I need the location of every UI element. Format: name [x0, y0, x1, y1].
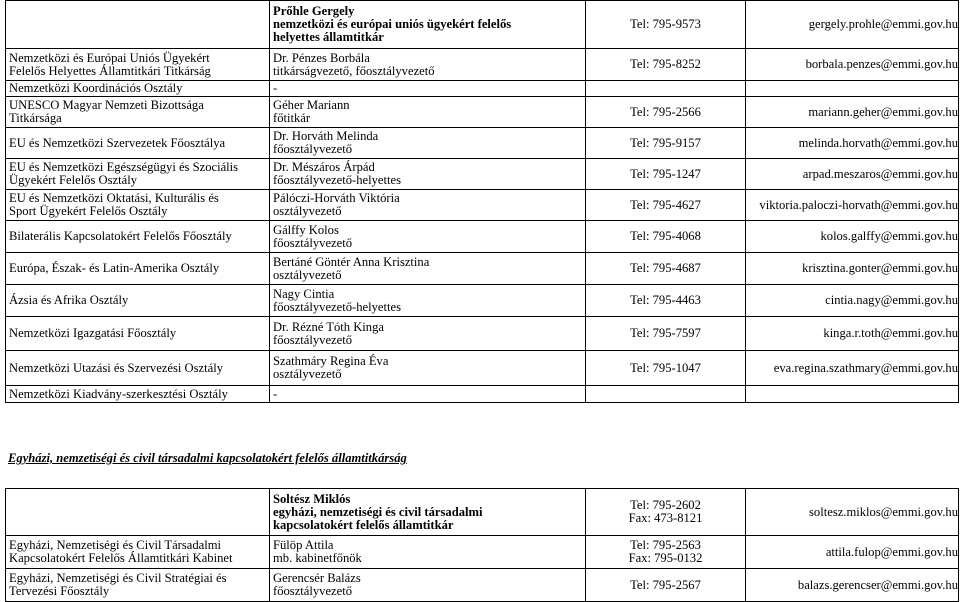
unit-cell-line: EU és Nemzetközi Szervezetek Főosztálya — [9, 135, 226, 150]
unit-cell-line: Kapcsolatokért Felelős Államtitkári Kabinet — [9, 551, 233, 565]
person-cell — [270, 81, 586, 97]
phone-cell-line: Tel: 795-4627 — [630, 197, 701, 212]
phone-cell — [586, 253, 746, 285]
email-cell — [746, 536, 959, 569]
phone-cell — [586, 81, 746, 97]
table-row — [6, 536, 959, 569]
unit-cell-line: Egyházi, Nemzetiségi és Civil Társadalmi — [9, 538, 222, 552]
email-cell-line[interactable]: arpad.meszaros@emmi.gov.hu — [802, 166, 958, 181]
person-cell — [270, 536, 586, 569]
phone-cell — [586, 536, 746, 569]
unit-cell — [6, 569, 270, 602]
person-cell-line: osztályvezető — [273, 267, 342, 282]
person-cell-line: Dr. Mészáros Árpád — [273, 160, 375, 174]
email-cell — [746, 81, 959, 97]
phone-cell-line: Fax: 795-0132 — [628, 551, 703, 565]
person-cell-line: főosztályvezető — [273, 235, 353, 250]
table-row — [6, 386, 959, 403]
person-cell-line: Dr. Rézné Tóth Kinga — [273, 319, 384, 334]
person-cell-line: Bertáné Göntér Anna Krisztina — [273, 254, 430, 269]
table-row — [6, 97, 959, 128]
email-cell-line[interactable]: krisztina.gonter@emmi.gov.hu — [802, 261, 958, 275]
email-cell-line[interactable]: kinga.r.toth@emmi.gov.hu — [823, 326, 958, 340]
unit-cell-line: Nemzetközi Utazási és Szervezési Osztály — [9, 360, 224, 375]
email-cell-line[interactable]: kolos.galffy@emmi.gov.hu — [820, 229, 958, 243]
unit-cell-line: Nemzetközi Igazgatási Főosztály — [9, 326, 177, 340]
phone-cell-line: Tel: 795-2563 — [630, 538, 701, 552]
person-cell — [270, 351, 586, 386]
table-row — [6, 128, 959, 159]
unit-cell-line: EU és Nemzetközi Egészségügyi és Szociális — [9, 160, 239, 174]
phone-cell — [586, 285, 746, 317]
unit-cell-line: Egyházi, Nemzetiségi és Civil Stratégiai és — [9, 571, 227, 585]
person-cell-line: Pálóczi-Horváth Viktória — [273, 191, 400, 205]
unit-cell — [6, 285, 270, 317]
email-cell — [746, 317, 959, 351]
person-cell — [270, 190, 586, 221]
table-row — [6, 1, 959, 49]
phone-cell — [586, 97, 746, 128]
person-cell-line: osztályvezető — [273, 367, 342, 381]
email-cell-line[interactable]: eva.regina.szathmary@emmi.gov.hu — [773, 360, 958, 375]
person-cell — [270, 221, 586, 253]
table-row — [6, 49, 959, 81]
email-cell-line[interactable]: melinda.horvath@emmi.gov.hu — [798, 135, 958, 150]
unit-cell-line: Ügyekért Felelős Osztály — [9, 173, 138, 187]
unit-cell — [6, 253, 270, 285]
person-cell — [270, 386, 586, 403]
email-cell — [746, 285, 959, 317]
email-cell — [746, 489, 959, 536]
email-cell-line[interactable]: cintia.nagy@emmi.gov.hu — [825, 293, 958, 307]
unit-cell — [6, 190, 270, 221]
unit-cell-line: UNESCO Magyar Nemzeti Bizottsága — [9, 98, 204, 112]
person-cell-line: helyettes államtitkár — [273, 30, 384, 44]
unit-cell-line: Nemzetközi Koordinációs Osztály — [9, 81, 183, 95]
email-cell-line[interactable]: gergely.prohle@emmi.gov.hu — [808, 17, 958, 31]
person-cell-line: mb. kabinetfőnök — [273, 551, 362, 565]
table-row — [6, 159, 959, 190]
email-cell-line[interactable]: borbala.penzes@emmi.gov.hu — [805, 57, 958, 71]
person-cell-line: főosztályvezető-helyettes — [273, 173, 401, 187]
table-row — [6, 81, 959, 97]
table-row — [6, 489, 959, 536]
phone-cell — [586, 317, 746, 351]
section-heading: Egyházi, nemzetiségi és civil társadalmi kapcsolatokért felelős államtitkárság — [8, 451, 407, 465]
table-row — [6, 569, 959, 602]
phone-cell-line: Tel: 795-2567 — [630, 577, 701, 592]
person-cell — [270, 1, 586, 49]
person-cell — [270, 49, 586, 81]
table-row — [6, 351, 959, 386]
unit-cell-line: Bilaterális Kapcsolatokért Felelős Főosztály — [9, 229, 232, 243]
person-cell — [270, 285, 586, 317]
phone-cell-line: Tel: 795-7597 — [630, 326, 701, 340]
unit-cell-line: EU és Nemzetközi Oktatási, Kulturális és — [9, 191, 219, 205]
person-cell-line: Gálffy Kolos — [273, 222, 339, 237]
unit-cell — [6, 351, 270, 386]
unit-cell-line: Titkársága — [9, 111, 62, 125]
phone-cell — [586, 49, 746, 81]
phone-cell — [586, 1, 746, 49]
table-row — [6, 253, 959, 285]
contacts-table-1-body — [6, 1, 959, 403]
table-row — [6, 317, 959, 351]
unit-cell-line: Európa, Észak- és Latin-Amerika Osztály — [9, 261, 220, 275]
unit-cell — [6, 49, 270, 81]
person-cell — [270, 489, 586, 536]
person-cell — [270, 159, 586, 190]
email-cell — [746, 1, 959, 49]
phone-cell-line: Fax: 473-8121 — [628, 511, 703, 525]
person-cell-line: - — [273, 386, 278, 401]
email-cell — [746, 351, 959, 386]
table-row — [6, 285, 959, 317]
phone-cell-line: Tel: 795-4068 — [630, 229, 701, 243]
phone-cell-line: Tel: 795-8252 — [630, 57, 701, 71]
person-cell-line: osztályvezető — [273, 204, 342, 218]
email-cell-line[interactable]: attila.fulop@emmi.gov.hu — [825, 544, 958, 559]
email-cell-line[interactable]: mariann.geher@emmi.gov.hu — [808, 104, 958, 119]
phone-cell — [586, 386, 746, 403]
unit-cell-line: Ázsia és Afrika Osztály — [9, 293, 129, 307]
unit-cell — [6, 1, 270, 49]
unit-cell-line: Nemzetközi és Európai Uniós Ügyekért — [9, 50, 210, 65]
person-cell-line: Soltész Miklós — [273, 491, 351, 506]
unit-cell — [6, 81, 270, 97]
person-cell-line: nemzetközi és európai uniós ügyekért felelős — [273, 17, 512, 31]
email-cell — [746, 190, 959, 221]
email-cell — [746, 569, 959, 602]
unit-cell — [6, 128, 270, 159]
person-cell-line: kapcsolatokért felelős államtitkár — [273, 517, 454, 532]
person-cell-line: Prőhle Gergely — [273, 4, 355, 18]
person-cell-line: főosztályvezető — [273, 142, 353, 156]
table-row — [6, 190, 959, 221]
person-cell-line: Fülöp Attila — [273, 538, 334, 552]
phone-cell-line: Tel: 795-2602 — [630, 498, 701, 512]
email-cell — [746, 253, 959, 285]
person-cell-line: Nagy Cintia — [273, 286, 335, 301]
unit-cell — [6, 221, 270, 253]
phone-cell-line: Tel: 795-1047 — [630, 360, 701, 375]
email-cell — [746, 49, 959, 81]
phone-cell — [586, 221, 746, 253]
unit-cell — [6, 536, 270, 569]
contacts-table-2-body — [6, 489, 959, 602]
unit-cell — [6, 97, 270, 128]
person-cell — [270, 97, 586, 128]
unit-cell — [6, 386, 270, 403]
email-cell — [746, 128, 959, 159]
contacts-table-2 — [5, 488, 959, 602]
person-cell — [270, 253, 586, 285]
person-cell-line: titkárságvezető, főosztályvezető — [273, 63, 435, 78]
unit-cell — [6, 317, 270, 351]
contacts-table-1 — [5, 0, 959, 403]
unit-cell-line: Tervezési Főosztály — [9, 584, 110, 598]
phone-cell — [586, 128, 746, 159]
phone-cell-line: Tel: 795-9157 — [630, 135, 701, 150]
person-cell-line: főosztályvezető — [273, 332, 353, 347]
person-cell-line: Géher Mariann — [273, 98, 350, 112]
person-cell-line: főosztályvezető — [273, 584, 353, 598]
unit-cell-line: Sport Ügyekért Felelős Osztály — [9, 204, 168, 218]
person-cell — [270, 128, 586, 159]
email-cell-line[interactable]: soltesz.miklos@emmi.gov.hu — [809, 504, 958, 519]
phone-cell — [586, 159, 746, 190]
phone-cell-line: Tel: 795-9573 — [630, 17, 701, 31]
phone-cell-line: Tel: 795-2566 — [630, 104, 701, 119]
phone-cell-line: Tel: 795-1247 — [630, 166, 701, 181]
unit-cell — [6, 489, 270, 536]
unit-cell-line: Felelős Helyettes Államtitkári Titkárság — [9, 63, 211, 78]
person-cell-line: főosztályvezető-helyettes — [273, 299, 401, 314]
email-cell — [746, 159, 959, 190]
phone-cell-line: Tel: 795-4687 — [630, 261, 701, 275]
person-cell — [270, 317, 586, 351]
table-row — [6, 221, 959, 253]
phone-cell — [586, 351, 746, 386]
person-cell-line: - — [273, 81, 278, 95]
phone-cell-line: Tel: 795-4463 — [630, 293, 701, 307]
phone-cell — [586, 190, 746, 221]
person-cell-line: Szathmáry Regina Éva — [273, 354, 389, 368]
person-cell-line: Dr. Horváth Melinda — [273, 129, 379, 143]
unit-cell — [6, 159, 270, 190]
unit-cell-line: Nemzetközi Kiadvány-szerkesztési Osztály — [9, 386, 228, 401]
person-cell-line: Dr. Pénzes Borbála — [273, 50, 370, 65]
email-cell — [746, 386, 959, 403]
person-cell-line: egyházi, nemzetiségi és civil társadalmi — [273, 504, 483, 519]
email-cell — [746, 97, 959, 128]
email-cell — [746, 221, 959, 253]
person-cell-line: Gerencsér Balázs — [273, 571, 361, 585]
person-cell-line: főtitkár — [273, 111, 311, 125]
phone-cell — [586, 489, 746, 536]
person-cell — [270, 569, 586, 602]
phone-cell — [586, 569, 746, 602]
email-cell-line[interactable]: viktoria.paloczi-horvath@emmi.gov.hu — [759, 197, 958, 212]
email-cell-line[interactable]: balazs.gerencser@emmi.gov.hu — [797, 577, 958, 592]
